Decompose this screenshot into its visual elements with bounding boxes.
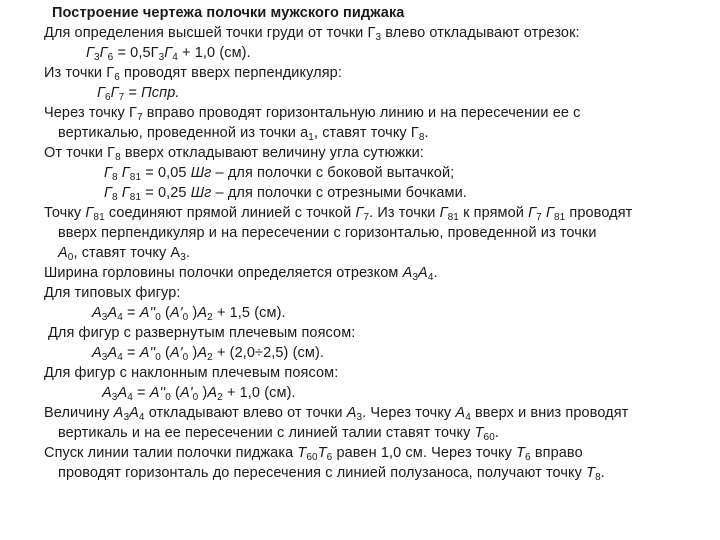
subscript-text: 3	[101, 352, 108, 363]
text-fragment: Г	[97, 85, 105, 101]
text-fragment: . Из точки	[369, 205, 440, 221]
text-fragment: + 1,5 (см).	[212, 305, 286, 321]
text-fragment: А	[102, 385, 112, 401]
subscript-text: 8	[595, 472, 601, 483]
text-fragment: проводят	[565, 205, 633, 221]
subscript-text: 7	[118, 92, 125, 103]
text-fragment: А	[418, 265, 428, 281]
formula-line	[102, 384, 296, 402]
subscript-text: 4	[138, 412, 145, 423]
subscript-text: 0	[155, 312, 161, 323]
text-fragment: Г	[164, 45, 173, 61]
subscript-text: 3	[123, 412, 130, 423]
subscript-text: 3	[375, 32, 382, 43]
subscript-text: 60	[483, 432, 495, 443]
text-fragment: вправо проводят горизонтальную линию и на пересечении ее с	[142, 105, 581, 121]
subscript-text: 81	[93, 212, 105, 223]
subscript-text: 3	[111, 392, 118, 403]
subscript-text: 81	[129, 172, 142, 183]
subscript-text: 2	[207, 352, 213, 363]
text-line	[58, 124, 429, 142]
text-fragment: А	[117, 385, 128, 401]
text-fragment: Для типовых фигур:	[44, 285, 181, 301]
text-fragment: откладывают влево от точки	[144, 405, 347, 421]
text-fragment: =	[122, 345, 140, 361]
text-fragment: А	[92, 345, 102, 361]
text-line	[44, 404, 628, 422]
text-fragment: Г	[86, 45, 94, 61]
text-fragment: Т	[317, 445, 327, 461]
text-fragment: (	[170, 385, 180, 401]
text-fragment: , ставят точку А	[73, 245, 181, 261]
formula-line	[104, 164, 454, 182]
text-fragment: .	[424, 125, 429, 141]
subscript-text: 2	[207, 312, 213, 323]
text-fragment: Из точки Г	[44, 65, 115, 81]
text-fragment: Т	[586, 465, 596, 481]
text-fragment: А	[207, 385, 218, 401]
text-fragment: + (2,0÷2,5) (см).	[212, 345, 324, 361]
text-fragment: А	[129, 405, 139, 421]
formula-line	[92, 304, 286, 322]
text-fragment: вертикалью, проведенной из точки а	[58, 125, 309, 141]
text-fragment: Для фигур с наклонным плечевым поясом:	[44, 365, 339, 381]
text-fragment: =	[122, 305, 140, 321]
text-fragment: А	[402, 265, 413, 281]
text-fragment: .	[185, 245, 191, 261]
text-fragment: вверх и вниз проводят	[470, 405, 629, 421]
text-fragment: + 1,0 (см).	[177, 45, 251, 61]
text-fragment: )	[188, 305, 198, 321]
text-fragment: А'	[169, 305, 183, 321]
text-fragment: соединяют прямой линией с точкой	[104, 205, 356, 221]
text-fragment: А'	[179, 385, 193, 401]
text-fragment: Г	[104, 165, 112, 181]
subscript-text: 4	[127, 392, 133, 403]
subscript-text: 3	[158, 52, 165, 63]
subscript-text: 3	[412, 272, 419, 283]
subscript-text: 8	[112, 172, 118, 183]
text-fragment: (	[160, 345, 170, 361]
subscript-text: 0	[67, 252, 74, 263]
subscript-text: 4	[117, 352, 123, 363]
text-fragment: Точку	[44, 205, 86, 221]
subscript-text: 6	[326, 452, 333, 463]
formula-line	[97, 84, 180, 102]
subscript-text: 4	[465, 412, 471, 423]
text-fragment: , ставят точку Г	[313, 125, 419, 141]
text-fragment: = 0,25	[141, 185, 191, 201]
text-fragment: Через точку Г	[44, 105, 137, 121]
text-fragment: Т	[297, 445, 307, 461]
text-fragment: )	[198, 385, 208, 401]
text-fragment: проводят горизонталь до пересечения с линией полузаноса, получают точку	[58, 465, 587, 481]
text-fragment: Г	[117, 185, 130, 201]
text-fragment: Т	[516, 445, 526, 461]
subscript-text: 3	[180, 252, 186, 263]
subscript-text: 3	[356, 412, 363, 423]
text-fragment: Спуск линии талии полочки пиджака	[44, 445, 298, 461]
formula-line	[86, 44, 251, 62]
subscript-text: 7	[536, 212, 542, 223]
subscript-text: 0	[182, 312, 189, 323]
text-fragment: . Через точку	[362, 405, 456, 421]
text-fragment: Г	[439, 205, 448, 221]
subscript-text: 6	[105, 92, 111, 103]
text-line	[44, 264, 438, 282]
subscript-text: 7	[363, 212, 370, 223]
subscript-text: 4	[172, 52, 178, 63]
text-fragment: равен 1,0 см. Через точку	[332, 445, 517, 461]
text-fragment: А	[455, 405, 466, 421]
text-fragment: = 0,5Г	[113, 45, 159, 61]
text-fragment: вправо	[530, 445, 583, 461]
text-fragment: А''	[139, 345, 156, 361]
text-line	[44, 444, 583, 462]
text-fragment: А	[197, 345, 208, 361]
subscript-text: 8	[418, 132, 425, 143]
text-fragment: вертикаль и на ее пересечении с линией талии ставят точку	[58, 425, 475, 441]
text-fragment: А	[92, 305, 102, 321]
text-fragment: = 0,05	[141, 165, 191, 181]
text-fragment: Для определения высшей точки груди от точки Г	[44, 25, 376, 41]
text-fragment: А''	[139, 305, 156, 321]
text-line	[44, 104, 581, 122]
text-fragment: Г	[104, 185, 112, 201]
text-fragment: Величину	[44, 405, 114, 421]
subscript-text: 0	[182, 352, 189, 363]
text-fragment: вверх перпендикуляр и на пересечении с горизонталью, проведенной из точки	[58, 225, 597, 241]
subscript-text: 7	[136, 112, 143, 123]
text-fragment: Шг	[190, 165, 212, 181]
text-fragment: А	[346, 405, 357, 421]
subscript-text: 3	[101, 312, 108, 323]
subscript-text: 6	[107, 52, 114, 63]
text-fragment: Г	[355, 205, 364, 221]
subscript-text: 6	[114, 72, 120, 83]
subscript-text: 6	[525, 452, 531, 463]
subscript-text: 0	[155, 352, 161, 363]
text-fragment: Для фигур с развернутым плечевым поясом:	[48, 325, 356, 341]
text-line	[48, 324, 355, 342]
text-fragment: – для полочки с боковой вытачкой;	[211, 165, 455, 181]
subscript-text: 60	[306, 452, 318, 463]
formula-line	[104, 184, 467, 202]
text-fragment: Т	[474, 425, 484, 441]
text-fragment: Г	[85, 205, 94, 221]
text-fragment: А'	[169, 345, 183, 361]
formula-line	[92, 344, 324, 362]
text-fragment: .	[494, 425, 500, 441]
subscript-text: 1	[308, 132, 314, 143]
text-fragment: Г	[528, 205, 537, 221]
text-line	[44, 144, 424, 162]
text-fragment: Ширина горловины полочки определяется отрезком	[44, 265, 403, 281]
subscript-text: 81	[129, 192, 142, 203]
text-fragment: А	[113, 405, 124, 421]
text-fragment: )	[188, 345, 198, 361]
text-line	[58, 244, 190, 262]
subscript-text: 8	[112, 192, 118, 203]
subscript-text: 81	[553, 212, 566, 223]
subscript-text: 4	[427, 272, 434, 283]
text-fragment: Г	[545, 205, 554, 221]
text-fragment: А	[107, 305, 118, 321]
text-line	[44, 24, 580, 42]
text-fragment: Пспр.	[141, 85, 180, 101]
subscript-text: 3	[94, 52, 100, 63]
text-line	[44, 64, 342, 82]
text-line	[58, 424, 499, 442]
text-line	[44, 364, 338, 382]
text-fragment: =	[132, 385, 150, 401]
text-fragment: Шг	[190, 185, 212, 201]
text-fragment: А''	[149, 385, 166, 401]
text-fragment: – для полочки с отрезными бочками.	[211, 185, 467, 201]
text-fragment: А	[107, 345, 118, 361]
text-line	[44, 284, 181, 302]
text-fragment: Г	[117, 165, 130, 181]
document-title: Построение чертежа полочки мужского пиджака	[52, 5, 405, 21]
text-fragment: =	[124, 85, 142, 101]
text-line	[44, 204, 632, 222]
subscript-text: 8	[115, 152, 121, 163]
subscript-text: 0	[165, 392, 171, 403]
text-fragment: вверх откладывают величину угла сутюжки:	[120, 145, 424, 161]
subscript-text: 2	[217, 392, 223, 403]
text-fragment: А	[197, 305, 208, 321]
text-fragment: проводят вверх перпендикуляр:	[119, 65, 342, 81]
text-fragment: От точки Г	[44, 145, 116, 161]
text-fragment: А	[58, 245, 68, 261]
text-fragment: + 1,0 (см).	[222, 385, 296, 401]
text-fragment: Г	[99, 45, 108, 61]
text-line	[58, 464, 605, 482]
text-fragment: к прямой	[458, 205, 529, 221]
text-fragment: (	[160, 305, 170, 321]
subscript-text: 4	[117, 312, 123, 323]
text-fragment: .	[600, 465, 605, 481]
text-fragment: .	[433, 265, 438, 281]
subscript-text: 0	[192, 392, 199, 403]
text-fragment: влево откладывают отрезок:	[381, 25, 580, 41]
text-line	[58, 224, 597, 242]
subscript-text: 81	[447, 212, 459, 223]
text-fragment: Г	[110, 85, 119, 101]
